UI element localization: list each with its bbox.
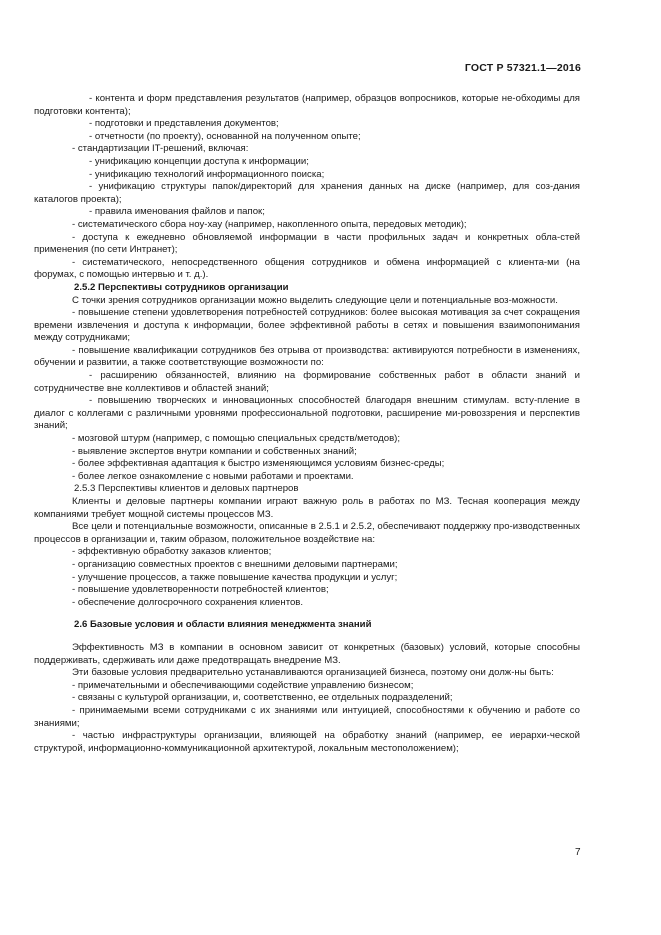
paragraph: - расширению обязанностей, влиянию на формирование собственных работ в области знаний и сотрудничестве вне коллективов и областей знаний; xyxy=(34,370,580,394)
paragraph: - выявление экспертов внутри компании и собственных знаний; xyxy=(72,445,357,457)
paragraph: 2.5.3 Перспективы клиентов и деловых партнеров xyxy=(74,483,299,495)
paragraph: - мозговой штурм (например, с помощью специальных средств/методов); xyxy=(72,433,401,445)
paragraph: - повышение квалификации сотрудников без отрыва от производства: активируются потребности в изменениях, обучении и развитии, а также соответствующие возможности по: xyxy=(34,344,580,369)
paragraph: - частью инфраструктуры организации, влияющей на обработку знаний (например, ее иерархи-ческой структурой, информационно-коммуникационной архитектурой, локальным местоположением); xyxy=(34,730,580,754)
section-heading: 2.5.2 Перспективы сотрудников организации xyxy=(74,281,289,293)
paragraph: - эффективную обработку заказов клиентов; xyxy=(72,546,272,558)
paragraph: - повышению творческих и инновационных способностей благодаря внешним стимулам. всту-пление в диалог с коллегами с различными уровнями профессиональной подготовки, расширение ми-ровоззрения и перспектив знаний; xyxy=(34,395,580,432)
paragraph: - повышение удовлетворенности потребностей клиентов; xyxy=(72,584,329,596)
paragraph: - унификацию технологий информационного поиска; xyxy=(89,168,325,180)
paragraph: - принимаемыми всеми сотрудниками с их знаниями или интуицией, способностями к обучению и работе со знаниями; xyxy=(34,704,580,729)
paragraph: - повышение степени удовлетворения потребностей сотрудников: более высокая мотивация за счет сокращения времени извлечения и доступа к информации, более эффективной работы в сетях и повышения взаимопонимания между сотрудниками; xyxy=(34,307,580,344)
paragraph: Эти базовые условия предварительно устанавливаются организацией бизнеса, поэтому они долж-ны быть: xyxy=(72,667,554,679)
paragraph: Все цели и потенциальные возможности, описанные в 2.5.1 и 2.5.2, обеспечивают поддержку про-изводственных процессов в организации и, таким образом, положительное воздействие на: xyxy=(34,521,580,545)
page-number: 7 xyxy=(575,847,581,858)
document-body xyxy=(34,93,580,755)
paragraph: - подготовки и представления документов; xyxy=(89,118,279,130)
paragraph: - улучшение процессов, а также повышение качества продукции и услуг; xyxy=(72,571,398,583)
paragraph: - правила именования файлов и папок; xyxy=(89,206,265,218)
paragraph: - отчетности (по проекту), основанной на полученном опыте; xyxy=(89,130,361,142)
paragraph: Эффективность МЗ в компании в основном зависит от конкретных (базовых) условий, которые способны поддерживать, сдерживать или даже предотвращать внедрение МЗ. xyxy=(34,641,580,666)
paragraph: - более эффективная адаптация к быстро изменяющимся условиям бизнес-среды; xyxy=(72,458,445,470)
paragraph: - примечательными и обеспечивающими содействие управлению бизнесом; xyxy=(72,679,414,691)
paragraph: С точки зрения сотрудников организации можно выделить следующие цели и потенциальные воз-можности. xyxy=(72,294,558,306)
paragraph: Клиенты и деловые партнеры компании играют важную роль в работах по МЗ. Тесная кооперация между компаниями требует мощной системы процессов МЗ. xyxy=(34,496,580,520)
paragraph: - стандартизации IT-решений, включая: xyxy=(72,143,249,155)
paragraph: - доступа к ежедневно обновляемой информации в части профильных задач и конкретных обла-стей применения (по сети Интранет); xyxy=(34,231,580,256)
paragraph: - систематического, непосредственного общения сотрудников и обмена информацией с клиента-ми (на форумах, с помощью интервью и т. д.). xyxy=(34,256,580,281)
paragraph: - организацию совместных проектов с внешними деловыми партнерами; xyxy=(72,558,398,570)
paragraph: - контента и форм представления результатов (например, образцов вопросников, которые не-обходимы для подготовки контента); xyxy=(34,93,580,117)
paragraph: - систематического сбора ноу-хау (например, накопленного опыта, передовых методик); xyxy=(72,218,467,230)
paragraph: - связаны с культурой организации, и, соответственно, ее отдельных подразделений; xyxy=(72,692,453,704)
paragraph: - унификацию структуры папок/директорий для хранения данных на диске (например, для соз-дания каталогов проекта); xyxy=(34,181,580,205)
paragraph: - более легкое ознакомление с новыми работами и проектами. xyxy=(72,470,354,482)
paragraph: - унификацию концепции доступа к информации; xyxy=(89,155,309,167)
section-heading: 2.6 Базовые условия и области влияния менеджмента знаний xyxy=(74,619,372,631)
document-header: ГОСТ Р 57321.1—2016 xyxy=(464,62,581,74)
paragraph: - обеспечение долгосрочного сохранения клиентов. xyxy=(72,596,304,608)
